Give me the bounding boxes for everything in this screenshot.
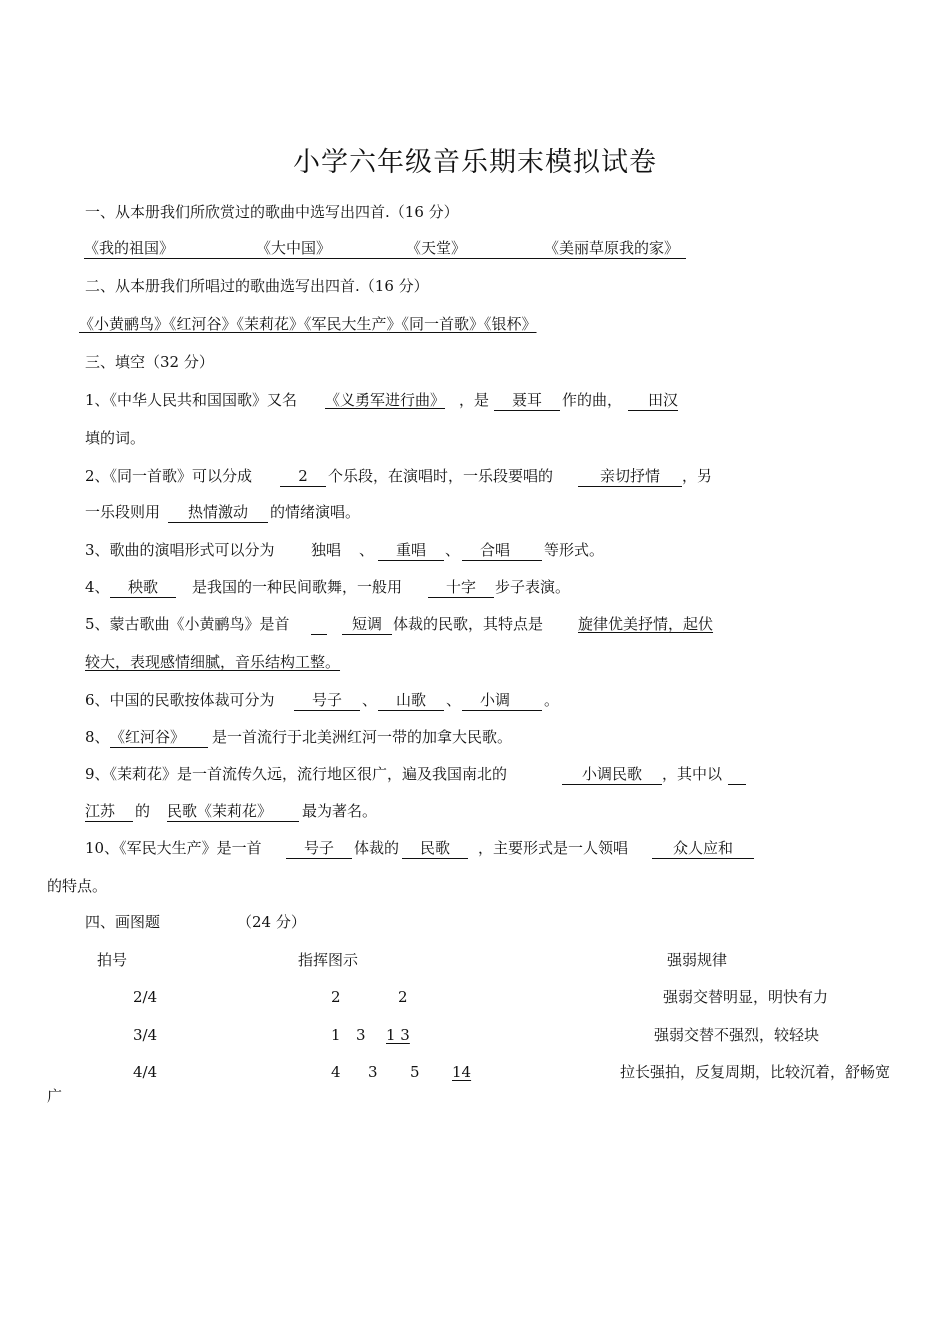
q10-answer-2: 民歌 (402, 838, 468, 859)
q5-answer-2-cont: 较大，表现感情细腻，音乐结构工整。 (85, 653, 341, 671)
q9-text-e: 的 (135, 802, 151, 820)
section2-heading: 二、从本册我们所唱过的歌曲选写出四首.（16 分） (85, 277, 429, 295)
q1-answer-1: 《义勇军进行曲》 (325, 391, 446, 409)
q5-answer-2: 旋律优美抒情，起伏 (578, 615, 714, 633)
q9-answer-1: 小调民歌 (562, 764, 662, 785)
q10-text-a: 10、《军民大生产》是一首 (85, 839, 262, 857)
q6-text-g: 。 (544, 691, 560, 709)
q5-blank (311, 614, 327, 635)
q1-text-g: 填的词。 (85, 429, 146, 447)
table-row-diagram: 1 (331, 1026, 341, 1044)
q3-blank (528, 540, 542, 561)
q1-text-c: ，是 (459, 391, 490, 409)
q8-text-c: 是一首流行于北美洲红河一带的加拿大民歌。 (212, 728, 513, 746)
table-row-beat: 4/4 (133, 1063, 158, 1081)
section4-score: （24 分） (237, 913, 306, 931)
table-row-diagram: 3 (356, 1026, 366, 1044)
col-beat-header: 拍号 (97, 951, 128, 969)
col-rule-header: 强弱规律 (667, 951, 728, 969)
q3-text-a: 3、歌曲的演唱形式可以分为 (85, 541, 275, 559)
q6-text-a: 6、中国的民歌按体裁可分为 (85, 691, 275, 709)
q2-text-h: 的情绪演唱。 (270, 503, 361, 521)
q9-answer-3: 民歌《茉莉花》 (167, 801, 299, 822)
table-row-diagram: 14 (452, 1063, 472, 1081)
table-row-rule-wrap: 广 (47, 1087, 63, 1105)
q2-text-c: 个乐段，在演唱时，一乐段要唱的 (328, 467, 554, 485)
q6-text-e: 、 (446, 691, 462, 709)
table-row-diagram: 4 (331, 1063, 341, 1081)
table-row-diagram: 3 (368, 1063, 378, 1081)
q2-text-f: 一乐段则用 (85, 503, 161, 521)
q2-answer-1: 2 (280, 466, 326, 487)
q1-text-e: 作的曲， (562, 391, 623, 409)
section1-answer-line (84, 238, 686, 259)
q4-answer-2: 十字 (428, 577, 494, 598)
q4-text-e: 步子表演。 (495, 578, 571, 596)
table-row-diagram: 1 3 (386, 1026, 410, 1044)
table-row-beat: 2/4 (133, 988, 158, 1006)
section2-answer: 《小黄鹂鸟》《红河谷》《茉莉花》《军民大生产》《同一首歌》《银杯》 (79, 315, 537, 333)
song-2: 《大中国》 (256, 239, 332, 257)
q9-text-a: 9、《茉莉花》是一首流传久远，流行地区很广，遍及我国南北的 (85, 765, 508, 783)
q2-text-a: 2、《同一首歌》可以分成 (85, 467, 253, 485)
section4-heading: 四、画图题 (85, 913, 161, 931)
q4-text-c: 是我国的一种民间歌舞，一般用 (192, 578, 403, 596)
q4-text-a: 4、 (85, 578, 110, 596)
song-1: 《我的祖国》 (84, 239, 175, 257)
q5-text-c: 体裁的民歌，其特点是 (393, 615, 544, 633)
table-row-rule: 强弱交替明显，明快有力 (663, 988, 829, 1006)
q6-answer-2: 山歌 (378, 690, 444, 711)
q5-text-a: 5、蒙古歌曲《小黄鹂鸟》是首 (85, 615, 290, 633)
table-row-rule: 拉长强拍，反复周期，比较沉着，舒畅宽 (620, 1063, 891, 1081)
q6-answer-3: 小调 (462, 690, 528, 711)
table-row-diagram: 2 (398, 988, 408, 1006)
q9-text-c: ，其中以 (662, 765, 723, 783)
q6-answer-1: 号子 (294, 690, 360, 711)
q10-answer-3: 众人应和 (652, 838, 754, 859)
table-row-rule: 强弱交替不强烈，较轻块 (654, 1026, 820, 1044)
q10-answer-1: 号子 (286, 838, 352, 859)
table-row-diagram: 5 (410, 1063, 420, 1081)
q2-answer-2: 亲切抒情 (578, 466, 682, 487)
q1-text-a: 1、《中华人民共和国国歌》又名 (85, 391, 298, 409)
q3-answer-2: 重唱 (378, 540, 444, 561)
q9-answer-2: 江苏 (85, 801, 133, 822)
q2-text-e: ，另 (682, 467, 713, 485)
q9-text-g: 最为著名。 (302, 802, 378, 820)
q5-answer-1: 短调 (342, 614, 392, 635)
song-4: 《美丽草原我的家》 (544, 239, 680, 257)
table-row-diagram: 2 (331, 988, 341, 1006)
q10-text-c: 体裁的 (354, 839, 400, 857)
section1-heading: 一、从本册我们所欣赏过的歌曲中选写出四首.（16 分） (85, 203, 459, 221)
q4-answer-1: 秧歌 (110, 577, 176, 598)
q8-text-a: 8、 (85, 728, 110, 746)
q2-answer-3: 热情激动 (168, 502, 268, 523)
q9-blank (728, 764, 746, 785)
q1-answer-3: 田汉 (628, 390, 678, 411)
q1-answer-2: 聂耳 (494, 390, 560, 411)
q3-answer-3: 合唱 (462, 540, 528, 561)
q3-answer-1: 独唱 (311, 541, 342, 559)
song-3: 《天堂》 (406, 239, 467, 257)
table-row-beat: 3/4 (133, 1026, 158, 1044)
col-diagram-header: 指挥图示 (298, 951, 359, 969)
q3-text-g: 等形式。 (544, 541, 605, 559)
q6-text-c: 、 (362, 691, 378, 709)
q10-text-g: 的特点。 (47, 877, 108, 895)
q3-text-c: 、 (359, 541, 375, 559)
q10-text-e: ，主要形式是一人领唱 (478, 839, 629, 857)
page-title: 小学六年级音乐期末模拟试卷 (293, 147, 657, 178)
q8-answer-1: 《红河谷》 (110, 727, 208, 748)
q6-blank (528, 690, 542, 711)
q3-text-e: 、 (445, 541, 461, 559)
section3-heading: 三、填空（32 分） (85, 353, 214, 371)
